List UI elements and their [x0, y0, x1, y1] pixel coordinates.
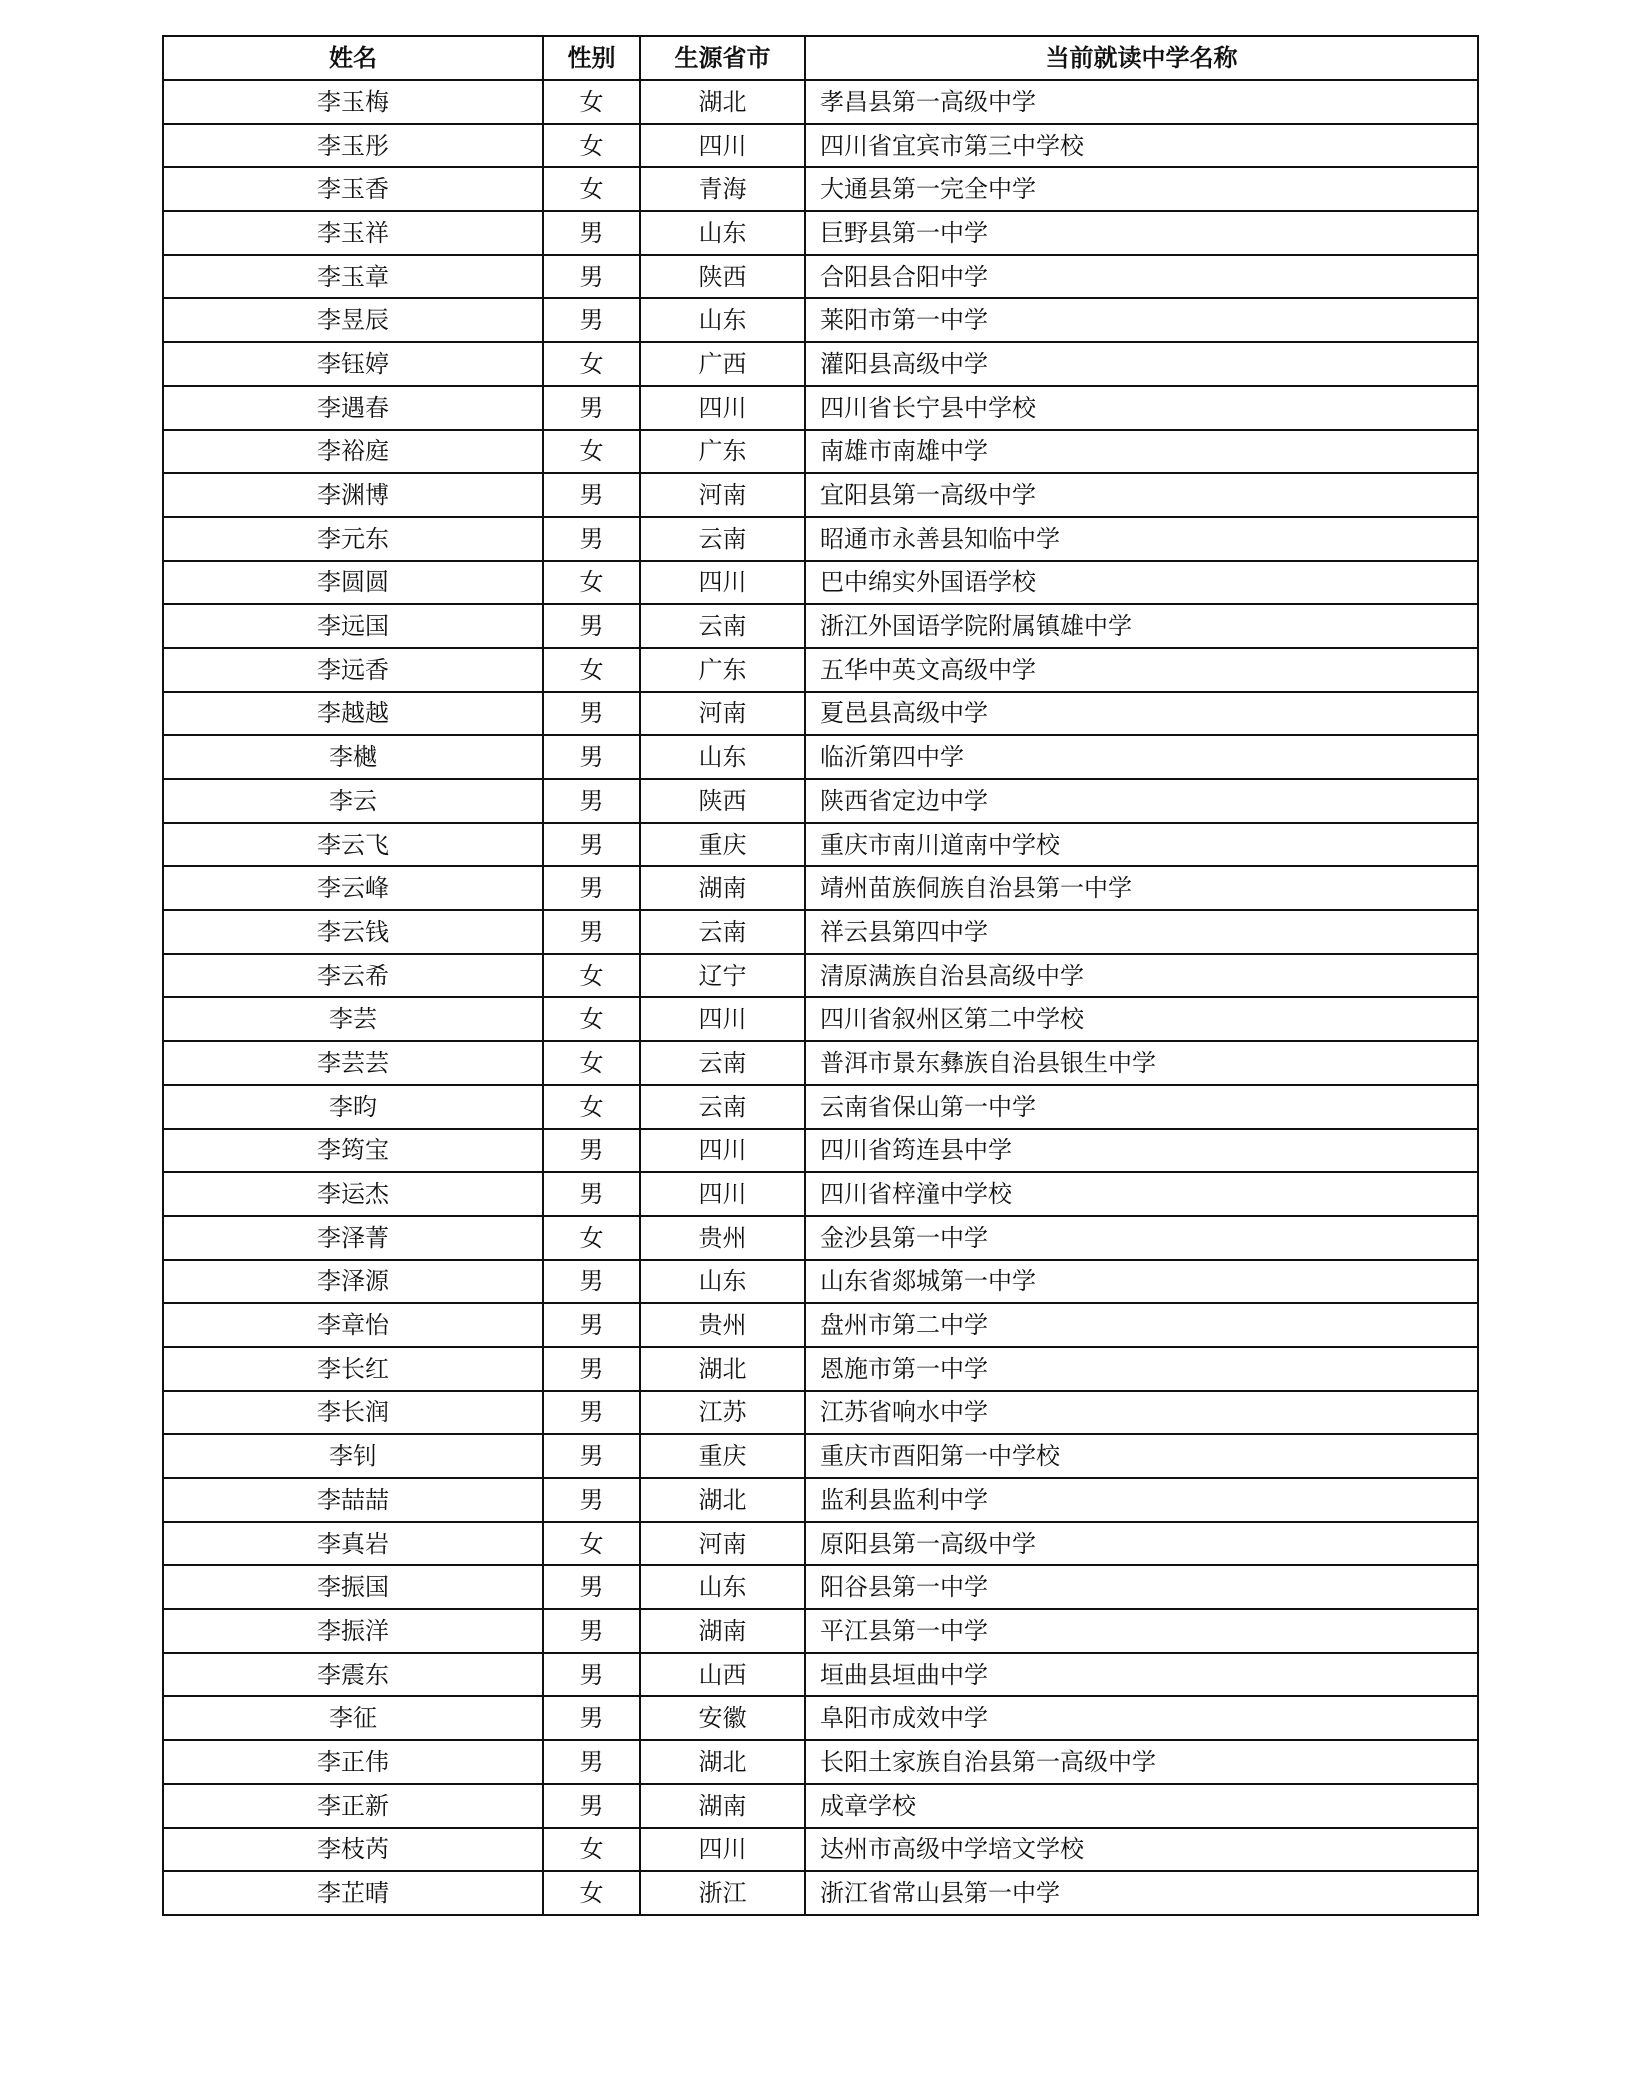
cell-gender: 男 — [543, 298, 640, 342]
cell-province: 河南 — [640, 473, 805, 517]
cell-gender: 男 — [543, 735, 640, 779]
cell-name: 李昱辰 — [163, 298, 543, 342]
cell-gender: 女 — [543, 124, 640, 168]
cell-school: 四川省梓潼中学校 — [805, 1172, 1478, 1216]
cell-province: 湖南 — [640, 1609, 805, 1653]
table-row — [163, 211, 1478, 255]
cell-gender: 男 — [543, 866, 640, 910]
cell-province: 河南 — [640, 1522, 805, 1566]
cell-name: 李越越 — [163, 692, 543, 736]
cell-gender: 男 — [543, 1172, 640, 1216]
table-row — [163, 342, 1478, 386]
cell-school: 宜阳县第一高级中学 — [805, 473, 1478, 517]
cell-school: 平江县第一中学 — [805, 1609, 1478, 1653]
header-name: 姓名 — [163, 36, 543, 80]
table-row — [163, 1696, 1478, 1740]
cell-province: 山东 — [640, 1260, 805, 1304]
cell-province: 湖南 — [640, 1784, 805, 1828]
cell-gender: 男 — [543, 604, 640, 648]
table-row — [163, 298, 1478, 342]
cell-gender: 女 — [543, 342, 640, 386]
cell-name: 李芸芸 — [163, 1041, 543, 1085]
cell-province: 山东 — [640, 298, 805, 342]
cell-name: 李远国 — [163, 604, 543, 648]
table-row — [163, 1871, 1478, 1915]
table-row — [163, 1303, 1478, 1347]
cell-school: 盘州市第二中学 — [805, 1303, 1478, 1347]
cell-gender: 女 — [543, 561, 640, 605]
cell-province: 青海 — [640, 167, 805, 211]
cell-school: 临沂第四中学 — [805, 735, 1478, 779]
cell-gender: 男 — [543, 1609, 640, 1653]
cell-province: 重庆 — [640, 823, 805, 867]
cell-province: 湖北 — [640, 1740, 805, 1784]
cell-province: 云南 — [640, 1041, 805, 1085]
table-row — [163, 1129, 1478, 1173]
table-row — [163, 124, 1478, 168]
cell-gender: 男 — [543, 1696, 640, 1740]
table-row — [163, 1260, 1478, 1304]
cell-name: 李正新 — [163, 1784, 543, 1828]
cell-school: 浙江外国语学院附属镇雄中学 — [805, 604, 1478, 648]
cell-gender: 男 — [543, 1653, 640, 1697]
cell-name: 李玉梅 — [163, 80, 543, 124]
table-row — [163, 1085, 1478, 1129]
cell-gender: 女 — [543, 1216, 640, 1260]
cell-school: 五华中英文高级中学 — [805, 648, 1478, 692]
cell-gender: 男 — [543, 1740, 640, 1784]
cell-school: 四川省宜宾市第三中学校 — [805, 124, 1478, 168]
cell-province: 贵州 — [640, 1216, 805, 1260]
cell-school: 阜阳市成效中学 — [805, 1696, 1478, 1740]
cell-name: 李裕庭 — [163, 430, 543, 474]
cell-name: 李枝芮 — [163, 1828, 543, 1872]
cell-province: 广西 — [640, 342, 805, 386]
table-row — [163, 386, 1478, 430]
table-row — [163, 561, 1478, 605]
cell-name: 李钰婷 — [163, 342, 543, 386]
cell-school: 夏邑县高级中学 — [805, 692, 1478, 736]
cell-name: 李云希 — [163, 954, 543, 998]
cell-gender: 男 — [543, 211, 640, 255]
cell-school: 四川省叙州区第二中学校 — [805, 997, 1478, 1041]
cell-gender: 男 — [543, 1565, 640, 1609]
table-row — [163, 604, 1478, 648]
cell-name: 李振国 — [163, 1565, 543, 1609]
table-row — [163, 997, 1478, 1041]
cell-school: 成章学校 — [805, 1784, 1478, 1828]
cell-name: 李喆喆 — [163, 1478, 543, 1522]
table-body — [163, 80, 1478, 1915]
table-row — [163, 779, 1478, 823]
cell-province: 辽宁 — [640, 954, 805, 998]
cell-name: 李渊博 — [163, 473, 543, 517]
cell-gender: 男 — [543, 473, 640, 517]
cell-province: 湖北 — [640, 80, 805, 124]
cell-province: 云南 — [640, 1085, 805, 1129]
cell-name: 李云钱 — [163, 910, 543, 954]
cell-school: 阳谷县第一中学 — [805, 1565, 1478, 1609]
cell-gender: 男 — [543, 1129, 640, 1173]
cell-gender: 男 — [543, 1391, 640, 1435]
cell-gender: 男 — [543, 1347, 640, 1391]
cell-gender: 女 — [543, 1041, 640, 1085]
cell-name: 李玉彤 — [163, 124, 543, 168]
table-row — [163, 1565, 1478, 1609]
cell-province: 四川 — [640, 1172, 805, 1216]
table-row — [163, 735, 1478, 779]
cell-name: 李玉祥 — [163, 211, 543, 255]
table-row — [163, 430, 1478, 474]
cell-province: 浙江 — [640, 1871, 805, 1915]
table-row — [163, 1784, 1478, 1828]
cell-name: 李昀 — [163, 1085, 543, 1129]
cell-school: 清原满族自治县高级中学 — [805, 954, 1478, 998]
cell-province: 四川 — [640, 1828, 805, 1872]
cell-province: 云南 — [640, 910, 805, 954]
cell-gender: 女 — [543, 167, 640, 211]
header-gender: 性别 — [543, 36, 640, 80]
cell-gender: 男 — [543, 517, 640, 561]
cell-school: 江苏省响水中学 — [805, 1391, 1478, 1435]
cell-name: 李震东 — [163, 1653, 543, 1697]
cell-name: 李正伟 — [163, 1740, 543, 1784]
cell-school: 巨野县第一中学 — [805, 211, 1478, 255]
cell-school: 重庆市南川道南中学校 — [805, 823, 1478, 867]
cell-gender: 女 — [543, 80, 640, 124]
cell-school: 普洱市景东彝族自治县银生中学 — [805, 1041, 1478, 1085]
cell-gender: 女 — [543, 430, 640, 474]
cell-name: 李振洋 — [163, 1609, 543, 1653]
cell-name: 李云飞 — [163, 823, 543, 867]
cell-name: 李泽菁 — [163, 1216, 543, 1260]
table-row — [163, 910, 1478, 954]
cell-school: 达州市高级中学培文学校 — [805, 1828, 1478, 1872]
cell-name: 李长润 — [163, 1391, 543, 1435]
table-row — [163, 1478, 1478, 1522]
cell-province: 陕西 — [640, 779, 805, 823]
table-row — [163, 692, 1478, 736]
table-row — [163, 80, 1478, 124]
cell-province: 四川 — [640, 1129, 805, 1173]
table-header-row — [163, 36, 1478, 80]
cell-name: 李征 — [163, 1696, 543, 1740]
cell-name: 李远香 — [163, 648, 543, 692]
cell-province: 云南 — [640, 604, 805, 648]
cell-name: 李真岩 — [163, 1522, 543, 1566]
cell-name: 李云 — [163, 779, 543, 823]
cell-gender: 女 — [543, 997, 640, 1041]
header-school: 当前就读中学名称 — [805, 36, 1478, 80]
cell-province: 四川 — [640, 997, 805, 1041]
table-row — [163, 1522, 1478, 1566]
cell-province: 湖南 — [640, 866, 805, 910]
cell-gender: 男 — [543, 910, 640, 954]
cell-gender: 男 — [543, 1303, 640, 1347]
table-row — [163, 1653, 1478, 1697]
cell-name: 李芸 — [163, 997, 543, 1041]
cell-school: 祥云县第四中学 — [805, 910, 1478, 954]
table-row — [163, 1391, 1478, 1435]
cell-gender: 女 — [543, 1871, 640, 1915]
table-row — [163, 823, 1478, 867]
cell-school: 灌阳县高级中学 — [805, 342, 1478, 386]
cell-gender: 男 — [543, 692, 640, 736]
cell-name: 李玉香 — [163, 167, 543, 211]
cell-name: 李云峰 — [163, 866, 543, 910]
cell-name: 李樾 — [163, 735, 543, 779]
cell-school: 原阳县第一高级中学 — [805, 1522, 1478, 1566]
cell-province: 山东 — [640, 735, 805, 779]
student-roster-table — [162, 35, 1479, 1916]
cell-province: 湖北 — [640, 1478, 805, 1522]
cell-province: 广东 — [640, 430, 805, 474]
table-row — [163, 1041, 1478, 1085]
cell-province: 四川 — [640, 386, 805, 430]
cell-name: 李遇春 — [163, 386, 543, 430]
cell-school: 大通县第一完全中学 — [805, 167, 1478, 211]
cell-province: 陕西 — [640, 255, 805, 299]
cell-school: 浙江省常山县第一中学 — [805, 1871, 1478, 1915]
cell-school: 金沙县第一中学 — [805, 1216, 1478, 1260]
table-row — [163, 1609, 1478, 1653]
cell-gender: 男 — [543, 823, 640, 867]
cell-name: 李泽源 — [163, 1260, 543, 1304]
cell-province: 江苏 — [640, 1391, 805, 1435]
cell-province: 四川 — [640, 561, 805, 605]
header-province: 生源省市 — [640, 36, 805, 80]
cell-gender: 女 — [543, 1085, 640, 1129]
cell-school: 昭通市永善县知临中学 — [805, 517, 1478, 561]
table-row — [163, 1172, 1478, 1216]
cell-gender: 女 — [543, 1522, 640, 1566]
cell-province: 广东 — [640, 648, 805, 692]
table-row — [163, 1740, 1478, 1784]
cell-school: 垣曲县垣曲中学 — [805, 1653, 1478, 1697]
cell-school: 巴中绵实外国语学校 — [805, 561, 1478, 605]
table-row — [163, 1828, 1478, 1872]
cell-gender: 女 — [543, 648, 640, 692]
cell-name: 李运杰 — [163, 1172, 543, 1216]
cell-gender: 男 — [543, 779, 640, 823]
cell-school: 监利县监利中学 — [805, 1478, 1478, 1522]
cell-school: 莱阳市第一中学 — [805, 298, 1478, 342]
cell-province: 重庆 — [640, 1434, 805, 1478]
cell-province: 河南 — [640, 692, 805, 736]
cell-name: 李章怡 — [163, 1303, 543, 1347]
cell-name: 李筠宝 — [163, 1129, 543, 1173]
table-row — [163, 167, 1478, 211]
table-row — [163, 473, 1478, 517]
cell-school: 云南省保山第一中学 — [805, 1085, 1478, 1129]
cell-school: 合阳县合阳中学 — [805, 255, 1478, 299]
cell-school: 靖州苗族侗族自治县第一中学 — [805, 866, 1478, 910]
cell-province: 安徽 — [640, 1696, 805, 1740]
cell-province: 山东 — [640, 1565, 805, 1609]
cell-name: 李芷晴 — [163, 1871, 543, 1915]
table-row — [163, 517, 1478, 561]
table-row — [163, 648, 1478, 692]
cell-gender: 男 — [543, 1784, 640, 1828]
table-row — [163, 954, 1478, 998]
cell-gender: 男 — [543, 255, 640, 299]
table-row — [163, 1434, 1478, 1478]
cell-province: 云南 — [640, 517, 805, 561]
table-row — [163, 866, 1478, 910]
cell-gender: 男 — [543, 1434, 640, 1478]
cell-name: 李长红 — [163, 1347, 543, 1391]
cell-school: 陕西省定边中学 — [805, 779, 1478, 823]
cell-province: 山东 — [640, 211, 805, 255]
cell-school: 四川省筠连县中学 — [805, 1129, 1478, 1173]
cell-province: 贵州 — [640, 1303, 805, 1347]
cell-school: 恩施市第一中学 — [805, 1347, 1478, 1391]
cell-name: 李玉章 — [163, 255, 543, 299]
table-row — [163, 1347, 1478, 1391]
cell-name: 李元东 — [163, 517, 543, 561]
cell-gender: 女 — [543, 1828, 640, 1872]
cell-name: 李圆圆 — [163, 561, 543, 605]
cell-province: 山西 — [640, 1653, 805, 1697]
cell-name: 李钊 — [163, 1434, 543, 1478]
cell-gender: 男 — [543, 386, 640, 430]
cell-school: 长阳土家族自治县第一高级中学 — [805, 1740, 1478, 1784]
cell-gender: 女 — [543, 954, 640, 998]
cell-school: 四川省长宁县中学校 — [805, 386, 1478, 430]
table-row — [163, 1216, 1478, 1260]
cell-province: 四川 — [640, 124, 805, 168]
cell-gender: 男 — [543, 1478, 640, 1522]
cell-school: 南雄市南雄中学 — [805, 430, 1478, 474]
cell-school: 山东省郯城第一中学 — [805, 1260, 1478, 1304]
cell-school: 重庆市酉阳第一中学校 — [805, 1434, 1478, 1478]
cell-gender: 男 — [543, 1260, 640, 1304]
cell-province: 湖北 — [640, 1347, 805, 1391]
cell-school: 孝昌县第一高级中学 — [805, 80, 1478, 124]
table-row — [163, 255, 1478, 299]
